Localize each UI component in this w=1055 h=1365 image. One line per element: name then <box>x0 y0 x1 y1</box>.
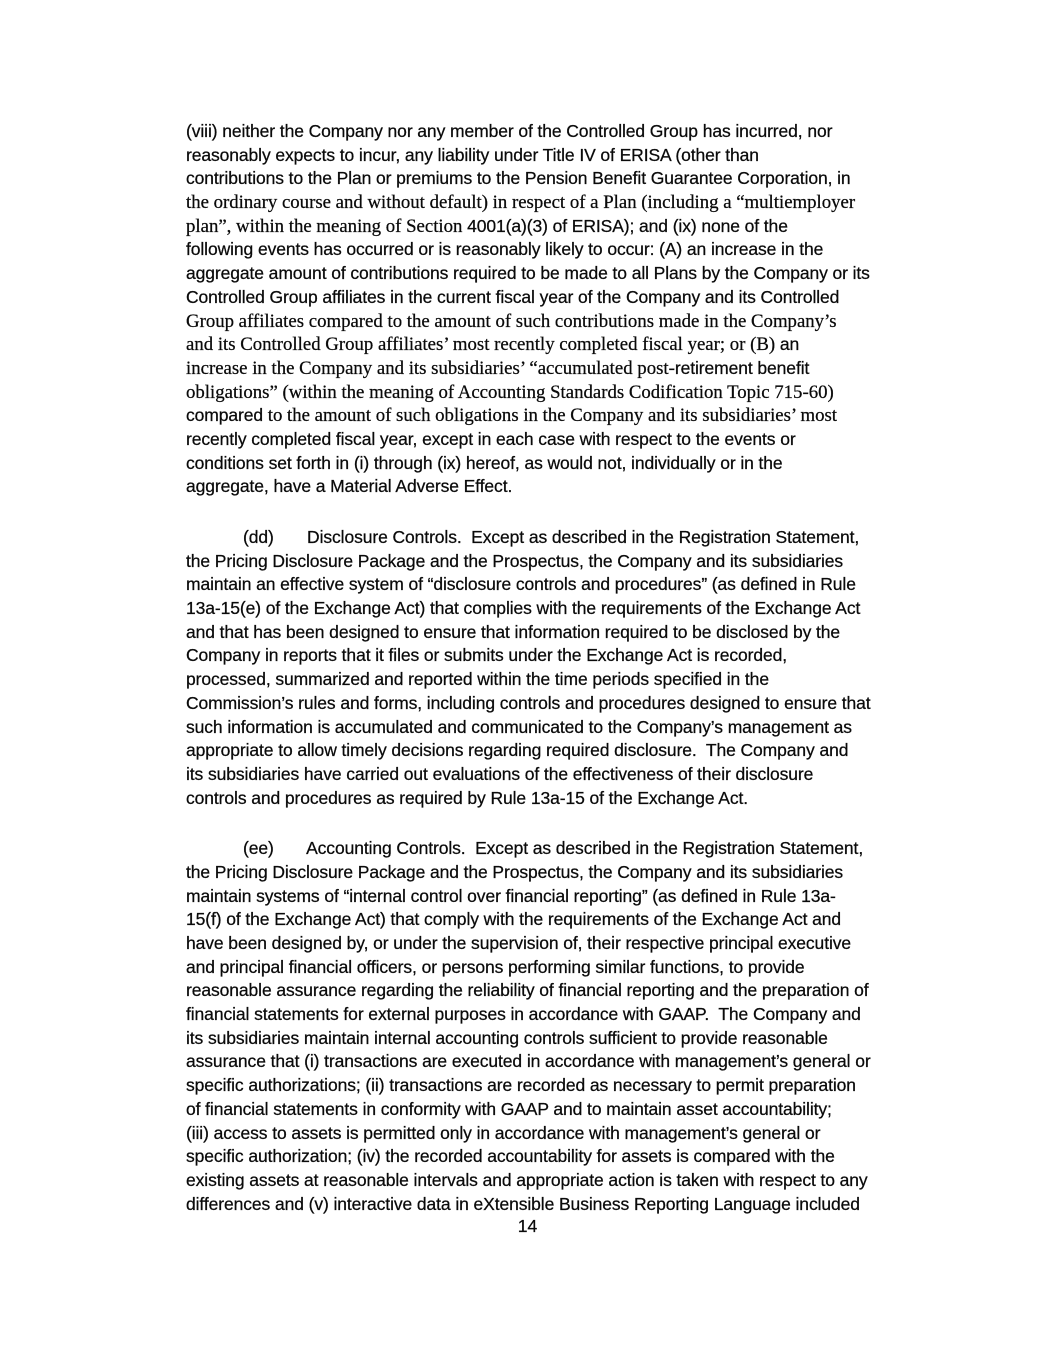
text-run: aggregate amount of contributions required to be made to all Plans by the Company or its <box>186 263 870 284</box>
text-run: increase in the Company and its subsidiaries’ “accumulated post- <box>186 357 675 379</box>
text-line <box>186 191 966 215</box>
text-line <box>186 1193 966 1217</box>
text-line <box>186 1050 966 1074</box>
text-run: following events has occurred or is reasonably likely to occur: (A) an increase in the <box>186 239 824 260</box>
text-run: aggregate, have a Material Adverse Effect. <box>186 476 513 497</box>
text-line <box>186 428 966 452</box>
text-run: plan”, within the meaning of Section <box>186 215 468 237</box>
text-run: obligations” (within the meaning of Accounting Standards Codification Topic 715-60) <box>186 381 834 403</box>
text-run: its subsidiaries maintain internal accounting controls sufficient to provide reasonable <box>186 1027 828 1048</box>
text-line <box>186 885 966 909</box>
text-line <box>186 1074 966 1098</box>
text-run: appropriate to allow timely decisions regarding required disclosure. The Company and <box>186 740 849 761</box>
text-run: contributions to the Plan or premiums to the Pension Benefit Guarantee Corporation, in <box>186 168 851 189</box>
text-line <box>186 381 966 405</box>
text-line <box>186 621 966 645</box>
text-run: and that has been designed to ensure that information required to be disclosed by the <box>186 621 841 642</box>
text-run: 15(f) of the Exchange Act) that comply with the requirements of the Exchange Act and <box>186 909 842 930</box>
text-run: compared <box>186 405 264 426</box>
text-line <box>186 692 966 716</box>
text-line <box>186 238 966 262</box>
text-run: the Pricing Disclosure Package and the Prospectus, the Company and its subsidiaries <box>186 550 844 571</box>
text-run: processed, summarized and reported within the time periods specified in the <box>186 669 769 690</box>
text-line <box>186 404 966 428</box>
document-text-block <box>186 120 966 1216</box>
text-line <box>186 333 966 357</box>
text-line <box>186 1122 966 1146</box>
text-run: and its Controlled Group affiliates’ most recently completed fiscal year; or (B) <box>186 334 780 356</box>
text-run: Commission’s rules and forms, including controls and procedures designed to ensure that <box>186 692 871 713</box>
text-run: reasonable assurance regarding the reliability of financial reporting and the preparation of <box>186 980 869 1001</box>
text-run: Group affiliates compared to the amount of such contributions made in the Company’s <box>186 310 837 332</box>
text-line <box>186 475 966 499</box>
text-run: recently completed fiscal year, except in each case with respect to the events or <box>186 428 796 449</box>
text-run: (viii) neither the Company nor any member of the Controlled Group has incurred, nor <box>186 121 833 141</box>
text-run: Company in reports that it files or submits under the Exchange Act is recorded, <box>186 645 788 666</box>
text-line <box>186 644 966 668</box>
text-line <box>186 668 966 692</box>
text-run: differences and (v) interactive data in eXtensible Business Reporting Language included <box>186 1193 860 1214</box>
text-run: 4001(a)(3) of ERISA); and (ix) none of the <box>467 215 788 236</box>
text-run: assurance that (i) transactions are executed in accordance with management’s general or <box>186 1051 871 1072</box>
text-line <box>186 120 966 144</box>
text-run: Controlled Group affiliates in the current fiscal year of the Company and its Controlled <box>186 286 840 307</box>
text-line <box>186 861 966 885</box>
text-line <box>186 167 966 191</box>
text-run: reasonably expects to incur, any liability under Title IV of ERISA (other than <box>186 144 759 165</box>
text-run: the ordinary course and without default) in respect of a Plan (including a “multiemployer <box>186 192 856 214</box>
text-line <box>186 452 966 476</box>
text-line <box>186 144 966 168</box>
paragraph-ee-accounting-controls <box>186 837 966 1216</box>
text-run: 13a-15(e) of the Exchange Act) that complies with the requirements of the Exchange Act <box>186 598 861 619</box>
text-line <box>186 286 966 310</box>
text-line <box>186 1027 966 1051</box>
text-run: and principal financial officers, or persons performing similar functions, to provide <box>186 956 805 977</box>
text-run: maintain systems of “internal control over financial reporting” (as defined in Rule 13a- <box>186 885 836 906</box>
text-line <box>186 739 966 763</box>
text-line <box>186 357 966 381</box>
text-run: specific authorizations; (ii) transactions are recorded as necessary to permit preparation <box>186 1075 856 1096</box>
text-line <box>186 597 966 621</box>
text-run: to the amount of such obligations in the Company and its subsidiaries’ most <box>263 405 838 427</box>
text-run: (dd) Disclosure Controls. Except as described in the Registration Statement, <box>243 527 860 547</box>
text-run: (ee) Accounting Controls. Except as described in the Registration Statement, <box>243 838 864 859</box>
text-run: the Pricing Disclosure Package and the Prospectus, the Company and its subsidiaries <box>186 861 844 882</box>
text-line <box>186 1003 966 1027</box>
text-line <box>186 1145 966 1169</box>
text-run: such information is accumulated and communicated to the Company’s management as <box>186 716 852 737</box>
text-line <box>186 215 966 239</box>
text-run: its subsidiaries have carried out evaluations of the effectiveness of their disclosure <box>186 763 814 784</box>
text-line <box>186 262 966 286</box>
text-line <box>186 716 966 740</box>
text-line <box>186 310 966 334</box>
text-run: controls and procedures as required by Rule 13a-15 of the Exchange Act. <box>186 787 749 808</box>
text-line <box>186 1098 966 1122</box>
text-line <box>186 932 966 956</box>
text-line <box>186 787 966 811</box>
text-run: specific authorization; (iv) the recorded accountability for assets is compared with the <box>186 1146 835 1167</box>
text-run: an <box>779 334 800 355</box>
text-line <box>186 550 966 574</box>
text-run: of financial statements in conformity with GAAP and to maintain asset accountability; <box>186 1098 832 1119</box>
text-run: have been designed by, or under the supervision of, their respective principal executive <box>186 933 852 953</box>
text-line <box>186 979 966 1003</box>
text-run: conditions set forth in (i) through (ix) hereof, as would not, individually or in the <box>186 452 783 473</box>
text-line <box>186 908 966 932</box>
text-run: (iii) access to assets is permitted only in accordance with management’s general or <box>186 1122 821 1143</box>
text-line <box>186 956 966 980</box>
page-number: 14 <box>517 1216 538 1236</box>
text-run: maintain an effective system of “disclosure controls and procedures” (as defined in Rule <box>186 574 856 595</box>
text-run: financial statements for external purposes in accordance with GAAP. The Company and <box>186 1004 861 1025</box>
text-line <box>186 526 966 550</box>
paragraph-dd-disclosure-controls <box>186 526 966 810</box>
text-line <box>186 573 966 597</box>
text-run: retirement benefit <box>674 357 810 378</box>
text-run: existing assets at reasonable intervals and appropriate action is taken with respect to any <box>186 1169 868 1190</box>
text-line <box>186 1169 966 1193</box>
text-line <box>186 763 966 787</box>
paragraph-clause-viii-ix <box>186 120 966 499</box>
text-line <box>186 837 966 861</box>
